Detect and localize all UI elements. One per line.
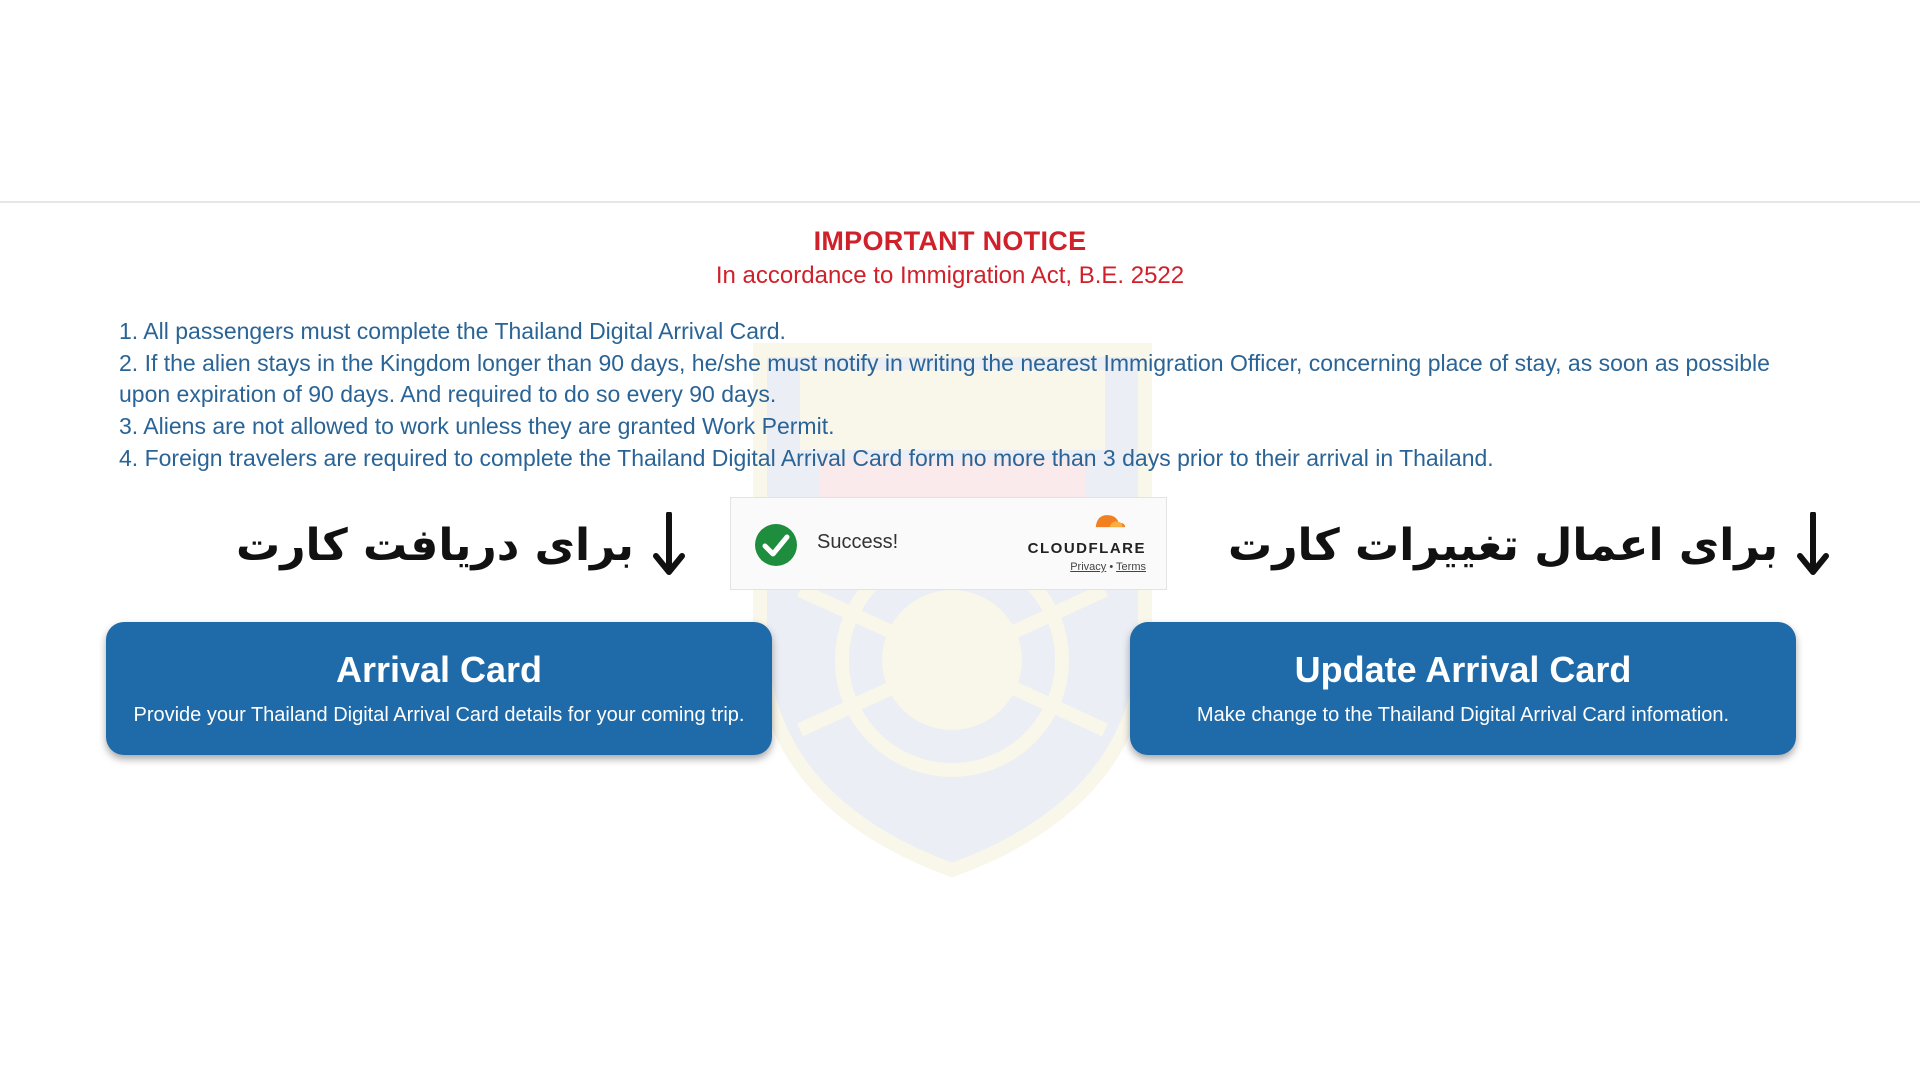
arrival-card-description: Provide your Thailand Digital Arrival Card details for your coming trip.: [133, 703, 745, 726]
turnstile-status: Success!: [817, 531, 899, 553]
success-check-icon: [754, 523, 798, 567]
update-card-description: Make change to the Thailand Digital Arrival Card infomation.: [1196, 703, 1730, 726]
notice-title: IMPORTANT NOTICE: [813, 226, 1087, 256]
notice-rules-list: [119, 316, 1779, 475]
update-arrival-card-button[interactable]: [1130, 622, 1796, 755]
turnstile-links: [1070, 561, 1146, 573]
get-card-label: برای دریافت کارت: [236, 519, 634, 571]
cloudflare-turnstile-widget[interactable]: [730, 497, 1167, 590]
update-card-label: برای اعمال تغییرات کارت: [1228, 519, 1779, 571]
privacy-link[interactable]: Privacy: [1070, 561, 1107, 573]
cloudflare-wordmark: CLOUDFLARE: [1027, 540, 1146, 557]
notice-rule: 3. Aliens are not allowed to work unless they are granted Work Permit.: [119, 413, 835, 440]
links-separator: •: [1109, 561, 1114, 573]
update-card-annotation: [1228, 510, 1830, 580]
update-card-title: Update Arrival Card: [1294, 648, 1632, 690]
cloudflare-cloud-icon: [1036, 510, 1148, 538]
header-bar: [0, 0, 1920, 203]
terms-link[interactable]: Terms: [1116, 561, 1146, 573]
arrival-card-button[interactable]: [106, 622, 772, 755]
notice-subtitle: In accordance to Immigration Act, B.E. 2522: [715, 262, 1185, 289]
arrow-down-icon: [1796, 512, 1830, 578]
notice-rule: 2. If the alien stays in the Kingdom longer than 90 days, he/she must notify in writing the nearest Immigration Officer, concerning place of stay, as soon as possible upon expiration of 90 days. And required to do so every 90 days.: [119, 349, 1770, 408]
notice-rule: 1. All passengers must complete the Thailand Digital Arrival Card.: [119, 318, 786, 344]
arrival-card-title: Arrival Card: [335, 648, 543, 690]
notice-rule: 4. Foreign travelers are required to complete the Thailand Digital Arrival Card form no more than 3 days prior to their arrival in Thailand.: [119, 444, 1494, 471]
arrow-down-icon: [652, 512, 686, 578]
get-card-annotation: [236, 510, 686, 580]
